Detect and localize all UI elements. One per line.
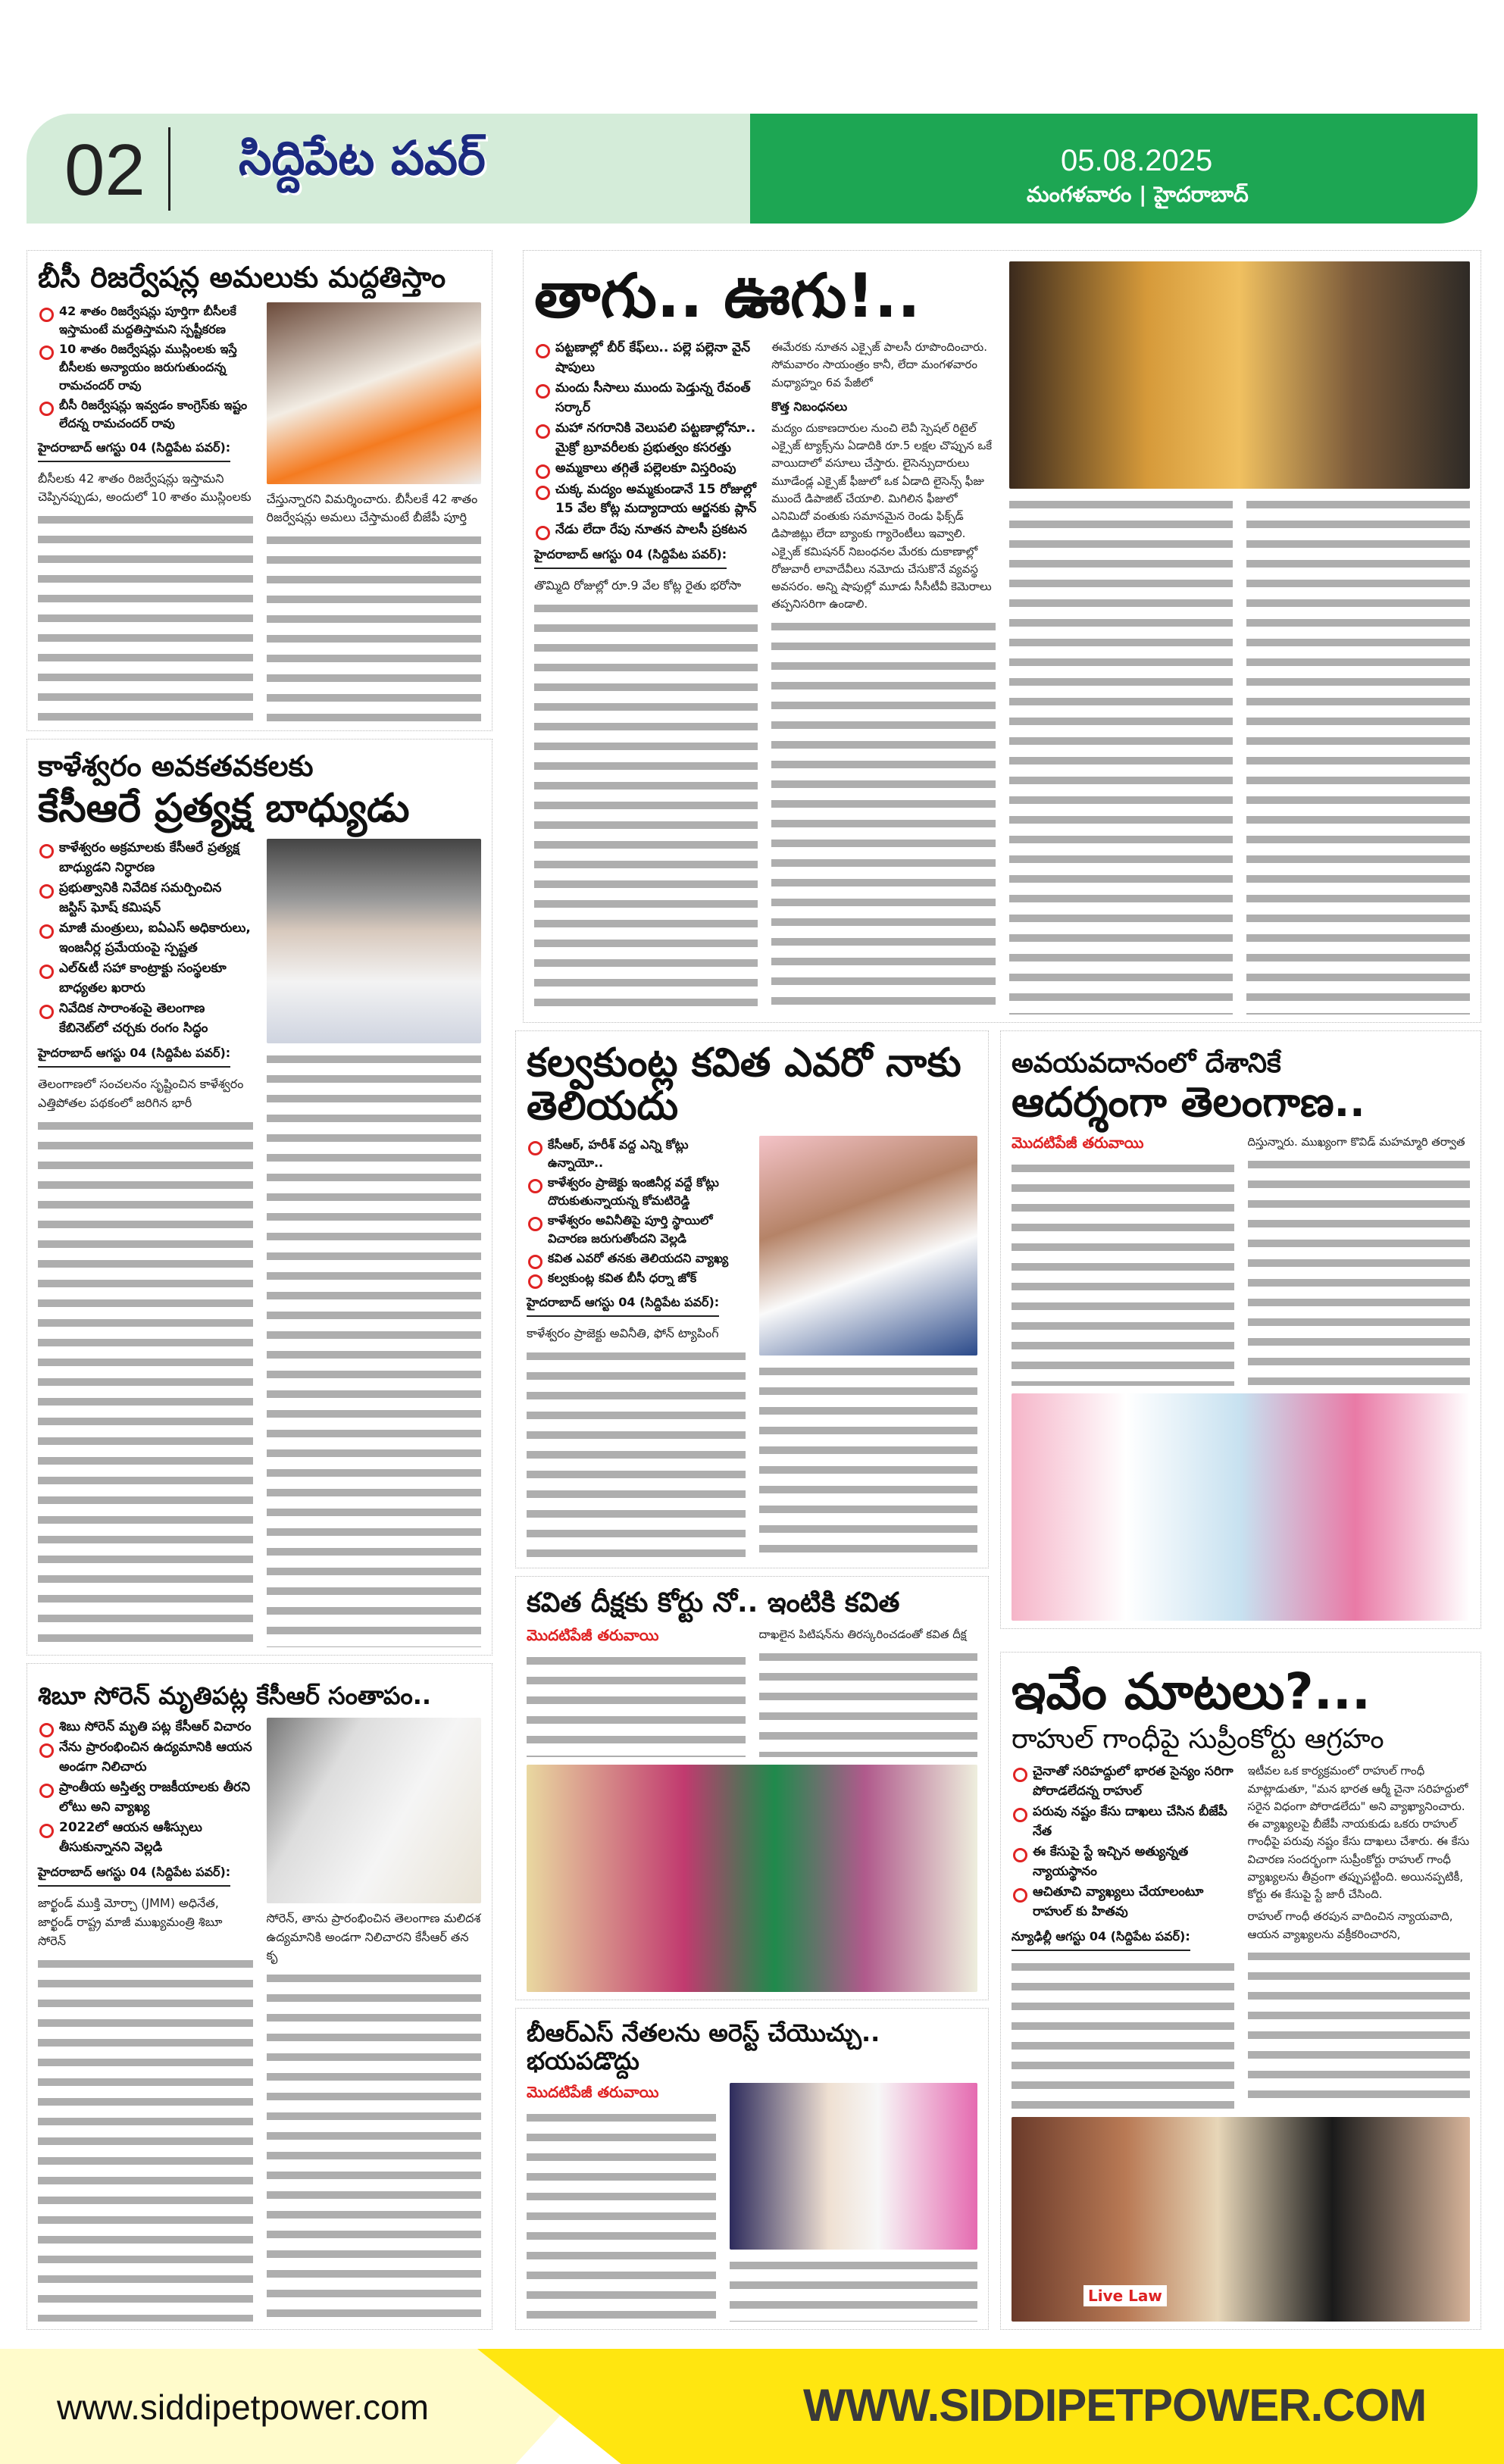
headline: ఆదర్శంగా తెలంగాణ.. <box>1012 1078 1365 1127</box>
body-text: జార్ఖండ్ ముక్తి మోర్చా (JMM) అధినేత, జార్ఖండ్ రాష్ట్ర మాజీ ముఖ్యమంత్రి శిబూ సోరెన్ <box>38 1896 223 1948</box>
bullet: నేను ప్రారంభించిన ఉద్యమానికి ఆయన అండగా నిలిచారు <box>38 1738 253 1777</box>
headline: కల్వకుంట్ల కవిత ఎవరో నాకు తెలియదు <box>527 1040 961 1130</box>
bullet: చుక్క మద్యం అమ్మకుండానే 15 రోజుల్లో 15 వేల కోట్ల మద్యాదాయ ఆర్జనకు ప్లాన్ <box>534 480 758 519</box>
body-text-lines <box>267 1970 482 2322</box>
bullet: ప్రభుత్వానికి నివేదిక సమర్పించిన జస్టిస్ ఘోష్ కమిషన్ <box>38 879 253 918</box>
headline: కవిత దీక్షకు కోర్టు నో.. ఇంటికి కవిత <box>527 1587 900 1618</box>
body-text: ఇటీవల ఒక కార్యక్రమంలో రాహుల్ గాంధీ మాట్లాడుతూ, "మన భారత ఆర్మీ చైనా సరిహద్దులో సరైన విధంగా పోరాడలేదు" అని వ్యాఖ్యానించారు. ఈ వ్యాఖ్యలపై బీజేపీ నాయకుడు ఒకరు రాహుల్ గాంధీపై పరువు నష్టం కేసు దాఖలు చేశారు. ఈ కేసు విచారణ సందర్భంగా సుప్రీంకోర్టు రాహుల్ గాంధీ వ్యాఖ్యలను తీవ్రంగా తప్పుపట్టింది. అయినప్పటికీ, కోర్టు ఈ కేసుపై స్టే జారీ చేసింది. <box>1247 1764 1470 1902</box>
body-text-lines <box>1246 496 1470 1015</box>
bullet: బీసీ రిజర్వేషన్లు ఇవ్వడం కాంగ్రెస్‌కు ఇష్టం లేదన్న రామచందర్ రావు <box>38 396 253 433</box>
headline: తాగు.. ఊగు!.. <box>534 261 921 331</box>
headline: బీఆర్ఎస్ నేతలను అరెస్ట్ చేయొచ్చు.. భయపడొద్దు <box>527 2018 880 2075</box>
photo-organ-donation-event <box>1012 1393 1470 1621</box>
body-text: ఈమేరకు నూతన ఎక్సైజ్ పాలసీ రూపొందించారు. సోమవారం సాయంత్రం కానీ, లేదా మంగళవారం మధ్యాహ్నం 6వ పేజీలో <box>771 340 987 389</box>
body-text: రాహుల్ గాంధీ తరపున వాదించిన న్యాయవాది, ఆయన వ్యాఖ్యలను వక్రీకరించారని, <box>1247 1909 1453 1941</box>
dateline: హైదరాబాద్ ఆగస్టు 04 (సిద్దిపేట పవర్): <box>38 1865 230 1887</box>
body-text-lines <box>38 1956 253 2322</box>
bullet: 10 శాతం రిజర్వేషన్లు ముస్లింలకు ఇస్తే బీసీలకు అన్యాయం జరుగుతుందన్న రామచందర్ రావు <box>38 340 253 395</box>
dateline: హైదరాబాద్ ఆగస్టు 04 (సిద్దిపేట పవర్): <box>534 547 727 569</box>
dateline: న్యూఢిల్లీ ఆగస్టు 04 (సిద్దిపేట పవర్): <box>1012 1929 1190 1951</box>
bullet: ఈ కేసుపై స్టే ఇచ్చిన అత్యున్నత న్యాయస్థానం <box>1012 1843 1234 1881</box>
body-text-lines <box>730 2257 977 2322</box>
bullet: కాళేశ్వరం అవినీతిపై పూర్తి స్థాయిలో విచారణ జరుగుతోందని వెల్లడి <box>527 1212 746 1248</box>
photo-kavitha-protest <box>527 1765 977 1992</box>
photo-supreme-court-rahul <box>1012 2117 1470 2322</box>
body-text-lines <box>1012 1959 1234 2109</box>
bullet: మందు సీసాలు ముందు పెడ్తున్న రేవంత్ సర్కార్ <box>534 379 758 417</box>
dateline: హైదరాబాద్ ఆగస్టు 04 (సిద్దిపేట పవర్): <box>38 440 230 462</box>
continued-label: మొదటిపేజీ తరువాయి <box>527 1626 659 1645</box>
body-text: కాళేశ్వరం ప్రాజెక్టు అవినీతి, ఫోన్ ట్యాపింగ్ <box>527 1326 719 1341</box>
article-bc-reservations <box>27 250 492 731</box>
body-text-lines <box>1248 1948 1471 2109</box>
body-text: సోరెన్, తాను ప్రారంభించిన తెలంగాణ మలిదశ ఉద్యమానికి అండగా నిలిచారని కేసీఆర్ తన కృ <box>266 1910 481 1963</box>
body-text-lines <box>267 1051 482 1647</box>
bullet: నేడు లేదా రేపు నూతన పాలసీ ప్రకటన <box>534 521 758 540</box>
kicker: కాళేశ్వరం అవకతవకలకు <box>38 749 314 783</box>
photo-kcr-shibu-soren <box>267 1718 482 1903</box>
body-text-lines <box>38 1118 253 1647</box>
bullet: 42 శాతం రిజర్వేషన్లు పూర్తిగా బీసీలకే ఇస్తామంటే మద్దతిస్తామని స్పష్టీకరణ <box>38 302 253 339</box>
bullet: 2022లో ఆయన ఆశీస్సులు తీసుకున్నానని వెల్లడి <box>38 1818 253 1857</box>
body-text: తొమ్మిది రోజుల్లో రూ.9 వేల కోట్ల రైతు భరోసా <box>534 578 742 593</box>
photo-kcr <box>730 2083 977 2250</box>
body-text-lines <box>527 1348 746 1560</box>
bullet: అమ్మకాలు తగ్గితే పల్లెలకూ విస్తరింపు <box>534 459 758 479</box>
article-organ-donation <box>1000 1030 1481 1629</box>
subhead: కొత్త నిబంధనలు <box>771 399 848 414</box>
article-kavitha-deeksha <box>515 1576 989 2000</box>
body-text: చేస్తున్నారని విమర్శించారు. బీసీలకే 42 శాతం రిజర్వేషన్లు అమలు చేస్తామంటే బీజేపీ పూర్తి <box>266 491 478 525</box>
body-text: దిస్తున్నారు. ముఖ్యంగా కొవిడ్ మహమ్మారి తర్వాత <box>1247 1135 1465 1149</box>
dateline: హైదరాబాద్ ఆగస్టు 04 (సిద్దిపేట పవర్): <box>38 1046 230 1068</box>
headline: శిబూ సోరెన్ మృతిపట్ల కేసీఆర్ సంతాపం.. <box>38 1681 432 1710</box>
kicker: అవయవదానంలో దేశానికే <box>1012 1048 1281 1079</box>
issue-date: 05.08.2025 <box>1061 144 1213 177</box>
body-text-lines <box>1248 1156 1471 1386</box>
continued-label: మొదటిపేజీ తరువాయి <box>527 2082 659 2101</box>
body-text-lines <box>759 1363 978 1560</box>
body-text-lines <box>267 532 482 723</box>
body-text: దాఖలైన పిటిషన్‌ను తిరస్కరించడంతో కవిత దీక్ష <box>758 1628 967 1642</box>
website-link-large[interactable]: WWW.SIDDIPETPOWER.COM <box>803 2380 1427 2431</box>
divider <box>168 127 170 211</box>
photo-justice-ghosh <box>267 839 482 1043</box>
page-number: 02 <box>64 130 145 211</box>
photo-komatireddy <box>759 1136 978 1356</box>
live-law-logo: Live Law <box>1083 2285 1167 2306</box>
body-text-lines <box>527 2109 716 2322</box>
website-link[interactable]: www.siddipetpower.com <box>57 2387 429 2427</box>
bullet: కవిత ఎవరో తనకు తెలియదని వ్యాఖ్య <box>527 1249 746 1268</box>
bullet: ప్రాంతీయ అస్తిత్వ రాజకీయాలకు తీరని లోటు అని వ్యాఖ్య <box>38 1778 253 1817</box>
body-text: తెలంగాణలో సంచలనం సృష్టించిన కాళేశ్వరం ఎత్తిపోతల పథకంలో జరిగిన భారీ <box>38 1077 244 1111</box>
article-shibu-soren <box>27 1663 492 2330</box>
issue-day-city: మంగళవారం | హైదరాబాద్ <box>1027 182 1249 207</box>
continued-label: మొదటిపేజీ తరువాయి <box>1012 1134 1144 1152</box>
body-text-lines <box>1012 1160 1234 1386</box>
headline: కేసీఆరే ప్రత్యక్ష బాధ్యుడు <box>38 785 410 831</box>
bullet: పట్టణాల్లో బీర్ కేఫ్‌లు.. పల్లె పల్లెనా వైన్ షాపులు <box>534 339 758 377</box>
masthead-logo: సిద్దిపేట పవర్ <box>239 130 486 186</box>
body-text-lines <box>1009 496 1233 1015</box>
bullet: కాళేశ్వరం అక్రమాలకు కేసీఆరే ప్రత్యక్ష బాధ్యుడని నిర్ధారణ <box>38 839 253 877</box>
article-brs-arrest <box>515 2008 989 2330</box>
bullet: కేసీఆర్, హరీశ్ వద్ద ఎన్ని కోట్లు ఉన్నాయో.. <box>527 1136 746 1172</box>
body-text-lines <box>759 1649 978 1757</box>
body-text-lines <box>771 618 995 1015</box>
body-text-lines <box>527 1653 746 1757</box>
headline: ఇవేం మాటలు?... <box>1012 1662 1371 1721</box>
article-liquor-policy <box>523 250 1481 1023</box>
body-text-lines <box>534 600 758 1015</box>
subheadline: రాహుల్ గాంధీపై సుప్రీంకోర్టు ఆగ్రహం <box>1012 1723 1384 1755</box>
bullet: కాళేశ్వరం ప్రాజెక్టు ఇంజినీర్ల వద్దే కోట్లు దొరుకుతున్నాయన్న కోమటిరెడ్డి <box>527 1174 746 1210</box>
bullet: నివేదిక సారాంశంపై తెలంగాణ కేబినెట్‌లో చర్చకు రంగం సిద్ధం <box>38 999 253 1038</box>
photo-ramachander-rao <box>267 302 482 484</box>
article-komatireddy-kavitha <box>515 1030 989 1568</box>
bullet: ఆచితూచి వ్యాఖ్యలు చేయాలంటూ రాహుల్ కు హితవు <box>1012 1883 1234 1921</box>
body-text: బీసీలకు 42 శాతం రిజర్వేషన్లు ఇస్తామని చెప్పినప్పుడు, అందులో 10 శాతం ముస్లింలకు <box>38 471 252 505</box>
bullet: పరువు నష్టం కేసు దాఖలు చేసిన బీజేపీ నేత <box>1012 1803 1234 1841</box>
bullet: చైనాతో సరిహద్దులో భారత సైన్యం సరిగా పోరాడలేదన్న రాహుల్ <box>1012 1762 1234 1801</box>
headline: బీసీ రిజర్వేషన్ల అమలుకు మద్దతిస్తాం <box>38 261 446 294</box>
bullet: శిబు సోరెన్ మృతి పట్ల కేసీఆర్ విచారం <box>38 1718 253 1737</box>
bullet: కల్వకుంట్ల కవిత బీసీ ధర్నా జోక్ <box>527 1269 746 1287</box>
body-text-lines <box>38 511 253 723</box>
dateline: హైదరాబాద్ ఆగస్టు 04 (సిద్దిపేట పవర్): <box>527 1295 719 1317</box>
bullet: మాజీ మంత్రులు, ఐఏఎస్ అధికారులు, ఇంజనీర్ల ప్రమేయంపై స్పష్టత <box>38 919 253 958</box>
photo-beer-toast <box>1009 261 1471 489</box>
body-text: మద్యం దుకాణదారుల నుంచి లెవీ స్పెషల్ రిటైల్ ఎక్సైజ్ ట్యాక్స్‌ను ఏడాదికి రూ.5 లక్షల చొప్పున ఒకే వాయిదాలో వసూలు చేస్తారు. లైసెన్సుదారులు మూడేండ్ల ఎక్సైజ్ ఫీజులో ఒక ఏడాది లైసెన్స్ ఫీజు ముందే డిపాజిట్ చేయాలి. మిగిలిన ఫీజులో ఎనిమిదో వంతుకు సమానమైన రెండు ఫిక్స్‌డ్ డిపాజిట్లు లేదా బ్యాంకు గ్యారెంటీలు ఇవ్వాలి. ఎక్సైజ్ కమిషనర్ నిబంధనల మేరకు దుకాణాల్లో రోజువారీ లావాదేవీలు నమోదు చేసుకొనే వ్యవస్థ అవసరం. అన్ని షాపుల్లో మూడు సీసీటీవీ కెమెరాలు తప్పనిసరిగా ఉండాలి. <box>771 421 993 611</box>
bullet: ఎల్&టీ సహా కాంట్రాక్టు సంస్థలకూ బాధ్యతల ఖరారు <box>38 959 253 998</box>
bullet: మహా నగరానికి వెలుపలి పట్టణాల్లోనూ.. మైక్రో బ్రూవరీలకు ప్రభుత్వం కసరత్తు <box>534 419 758 458</box>
article-rahul-supreme-court <box>1000 1652 1481 2330</box>
article-kaleshwaram <box>27 739 492 1656</box>
